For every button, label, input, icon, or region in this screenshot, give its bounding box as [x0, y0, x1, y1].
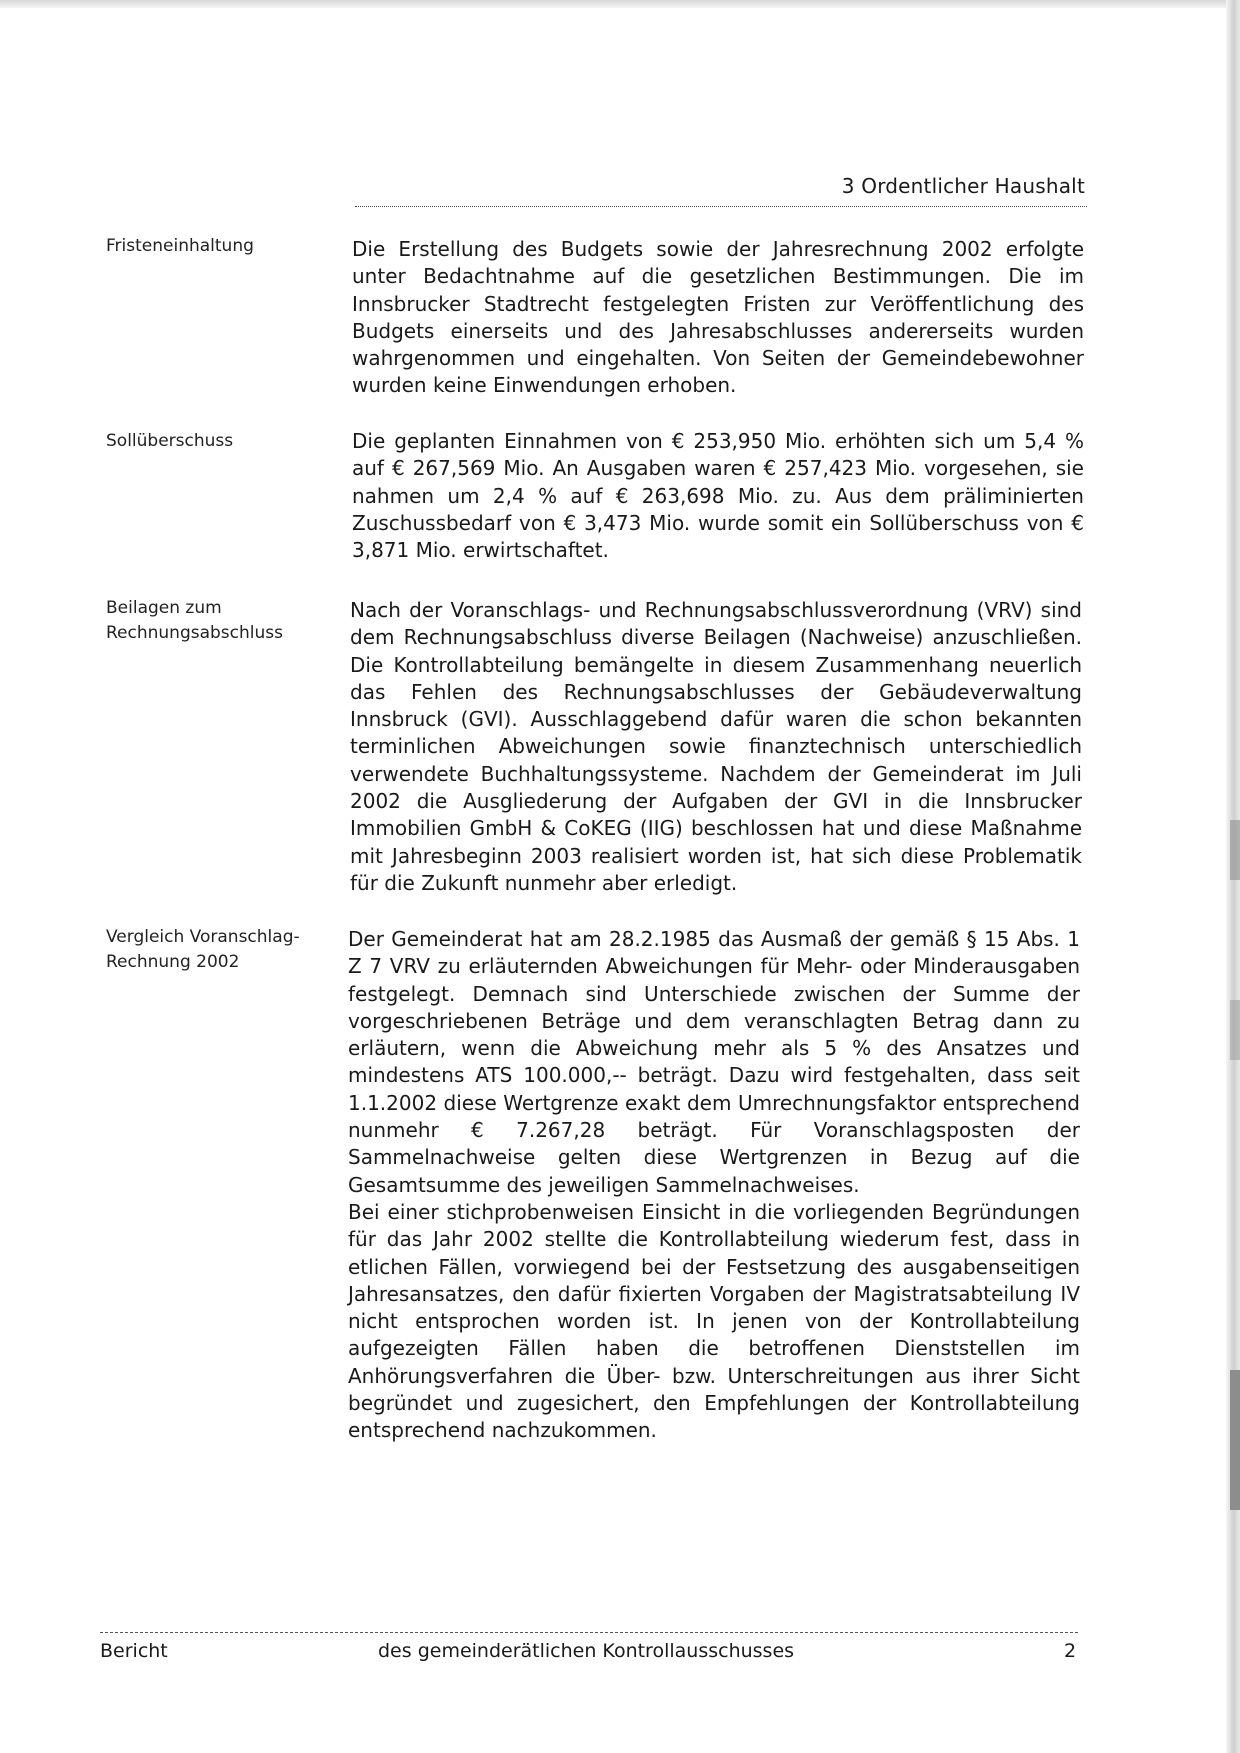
footer-center: des gemeinderätlichen Kontrollausschusses	[378, 1640, 795, 1662]
section-label-line: Rechnungsabschluss	[106, 623, 283, 643]
paragraph: Bei einer stichprobenweisen Einsicht in die vorliegenden Begründungen für das Jahr 2002 stellte die Kontrollabteilung wiederum fest, dass in etlichen Fällen, vorwiegend bei der Festsetzung des ausgabenseitigen Jahresansatzes, den dafür fixierten Vorgaben der Magistratsabteilung IV nicht entsprochen worden ist. In jenen von der Kontrollabteilung aufgezeigten Fällen haben die betroffenen Dienststellen im Anhörungsverfahren die Über- bzw. Unterschreitungen aus ihrer Sicht begründet und zugesichert, den Empfehlungen der Kontrollabteilung entsprechend nachzukommen.	[348, 1199, 1080, 1443]
section-label-line: Vergleich Voranschlag-	[106, 927, 300, 947]
section-label-vergleich	[106, 925, 331, 975]
scan-edge-top	[0, 0, 1240, 8]
section-body-sollueberschuss	[352, 428, 1084, 564]
paragraph: Die geplanten Einnahmen von € 253,950 Mio. erhöhten sich um 5,4 % auf € 267,569 Mio. An Ausgaben waren € 257,423 Mio. vorgesehen, sie nahmen um 2,4 % auf € 263,698 Mio. zu. Aus dem präliminierten Zuschussbedarf von € 3,473 Mio. wurde somit ein Sollüberschuss von € 3,871 Mio. erwirtschaftet.	[352, 429, 1084, 563]
scan-edge-right	[1226, 0, 1240, 1753]
section-body-beilagen	[350, 597, 1082, 897]
section-body-vergleich	[348, 926, 1080, 1445]
section-label-sollueberschuss: Sollüberschuss	[106, 431, 234, 451]
section-label-line: Beilagen zum	[106, 598, 222, 618]
footer-divider	[100, 1632, 1078, 1633]
footer-left: Bericht	[100, 1640, 168, 1662]
paragraph: Die Erstellung des Budgets sowie der Jahresrechnung 2002 erfolgte unter Bedachtnahme auf die gesetzlichen Bestimmungen. Die im Innsbrucker Stadtrecht festgelegten Fristen zur Veröffentlichung des Budgets einerseits und des Jahresabschlusses andererseits wurden wahrgenommen und eingehalten. Von Seiten der Gemeindebewohner wurden keine Einwendungen erhoben.	[352, 237, 1084, 398]
section-label-beilagen	[106, 596, 331, 646]
paragraph: Nach der Voranschlags- und Rechnungsabschlussverordnung (VRV) sind dem Rechnungsabschluss diverse Beilagen (Nachweise) anzuschließen. Die Kontrollabteilung bemängelte in diesem Zusammenhang neuerlich das Fehlen des Rechnungsabschlusses der Gebäudeverwaltung Innsbruck (GVI). Ausschlaggebend dafür waren die schon bekannten terminlichen Abweichungen sowie finanztechnisch unterschiedlich verwendete Buchhaltungssysteme. Nachdem der Gemeinderat im Juli 2002 die Ausgliederung der Aufgaben der GVI in die Innsbrucker Immobilien GmbH & CoKEG (IIG) beschlossen hat und diese Maßnahme mit Jahresbeginn 2003 realisiert worden ist, hat sich diese Problematik für die Zukunft nunmehr aber erledigt.	[350, 598, 1082, 895]
section-body-fristeneinhaltung	[352, 236, 1084, 400]
section-label-line: Rechnung 2002	[106, 952, 240, 972]
chapter-header: 3 Ordentlicher Haushalt	[841, 174, 1085, 198]
page-number: 2	[1064, 1640, 1077, 1662]
paragraph: Der Gemeinderat hat am 28.2.1985 das Ausmaß der gemäß § 15 Abs. 1 Z 7 VRV zu erläuternden Abweichungen für Mehr- oder Minderausgaben festgelegt. Demnach sind Unterschiede zwischen der Summe der vorgeschriebenen Beträge und dem veranschlagten Betrag dann zu erläutern, wenn die Abweichung mehr als 5 % des Ansatzes und mindestens ATS 100.000,-- beträgt. Dazu wird festgehalten, dass seit 1.1.2002 diese Wertgrenze exakt dem Umrechnungsfaktor entsprechend nunmehr € 7.267,28 beträgt. Für Voranschlagsposten der Sammelnachweise gelten diese Wertgrenzen in Bezug auf die Gesamtsumme des jeweiligen Sammelnachweises.	[348, 927, 1080, 1197]
section-label-fristeneinhaltung: Fristeneinhaltung	[106, 236, 254, 256]
header-divider	[355, 206, 1087, 207]
